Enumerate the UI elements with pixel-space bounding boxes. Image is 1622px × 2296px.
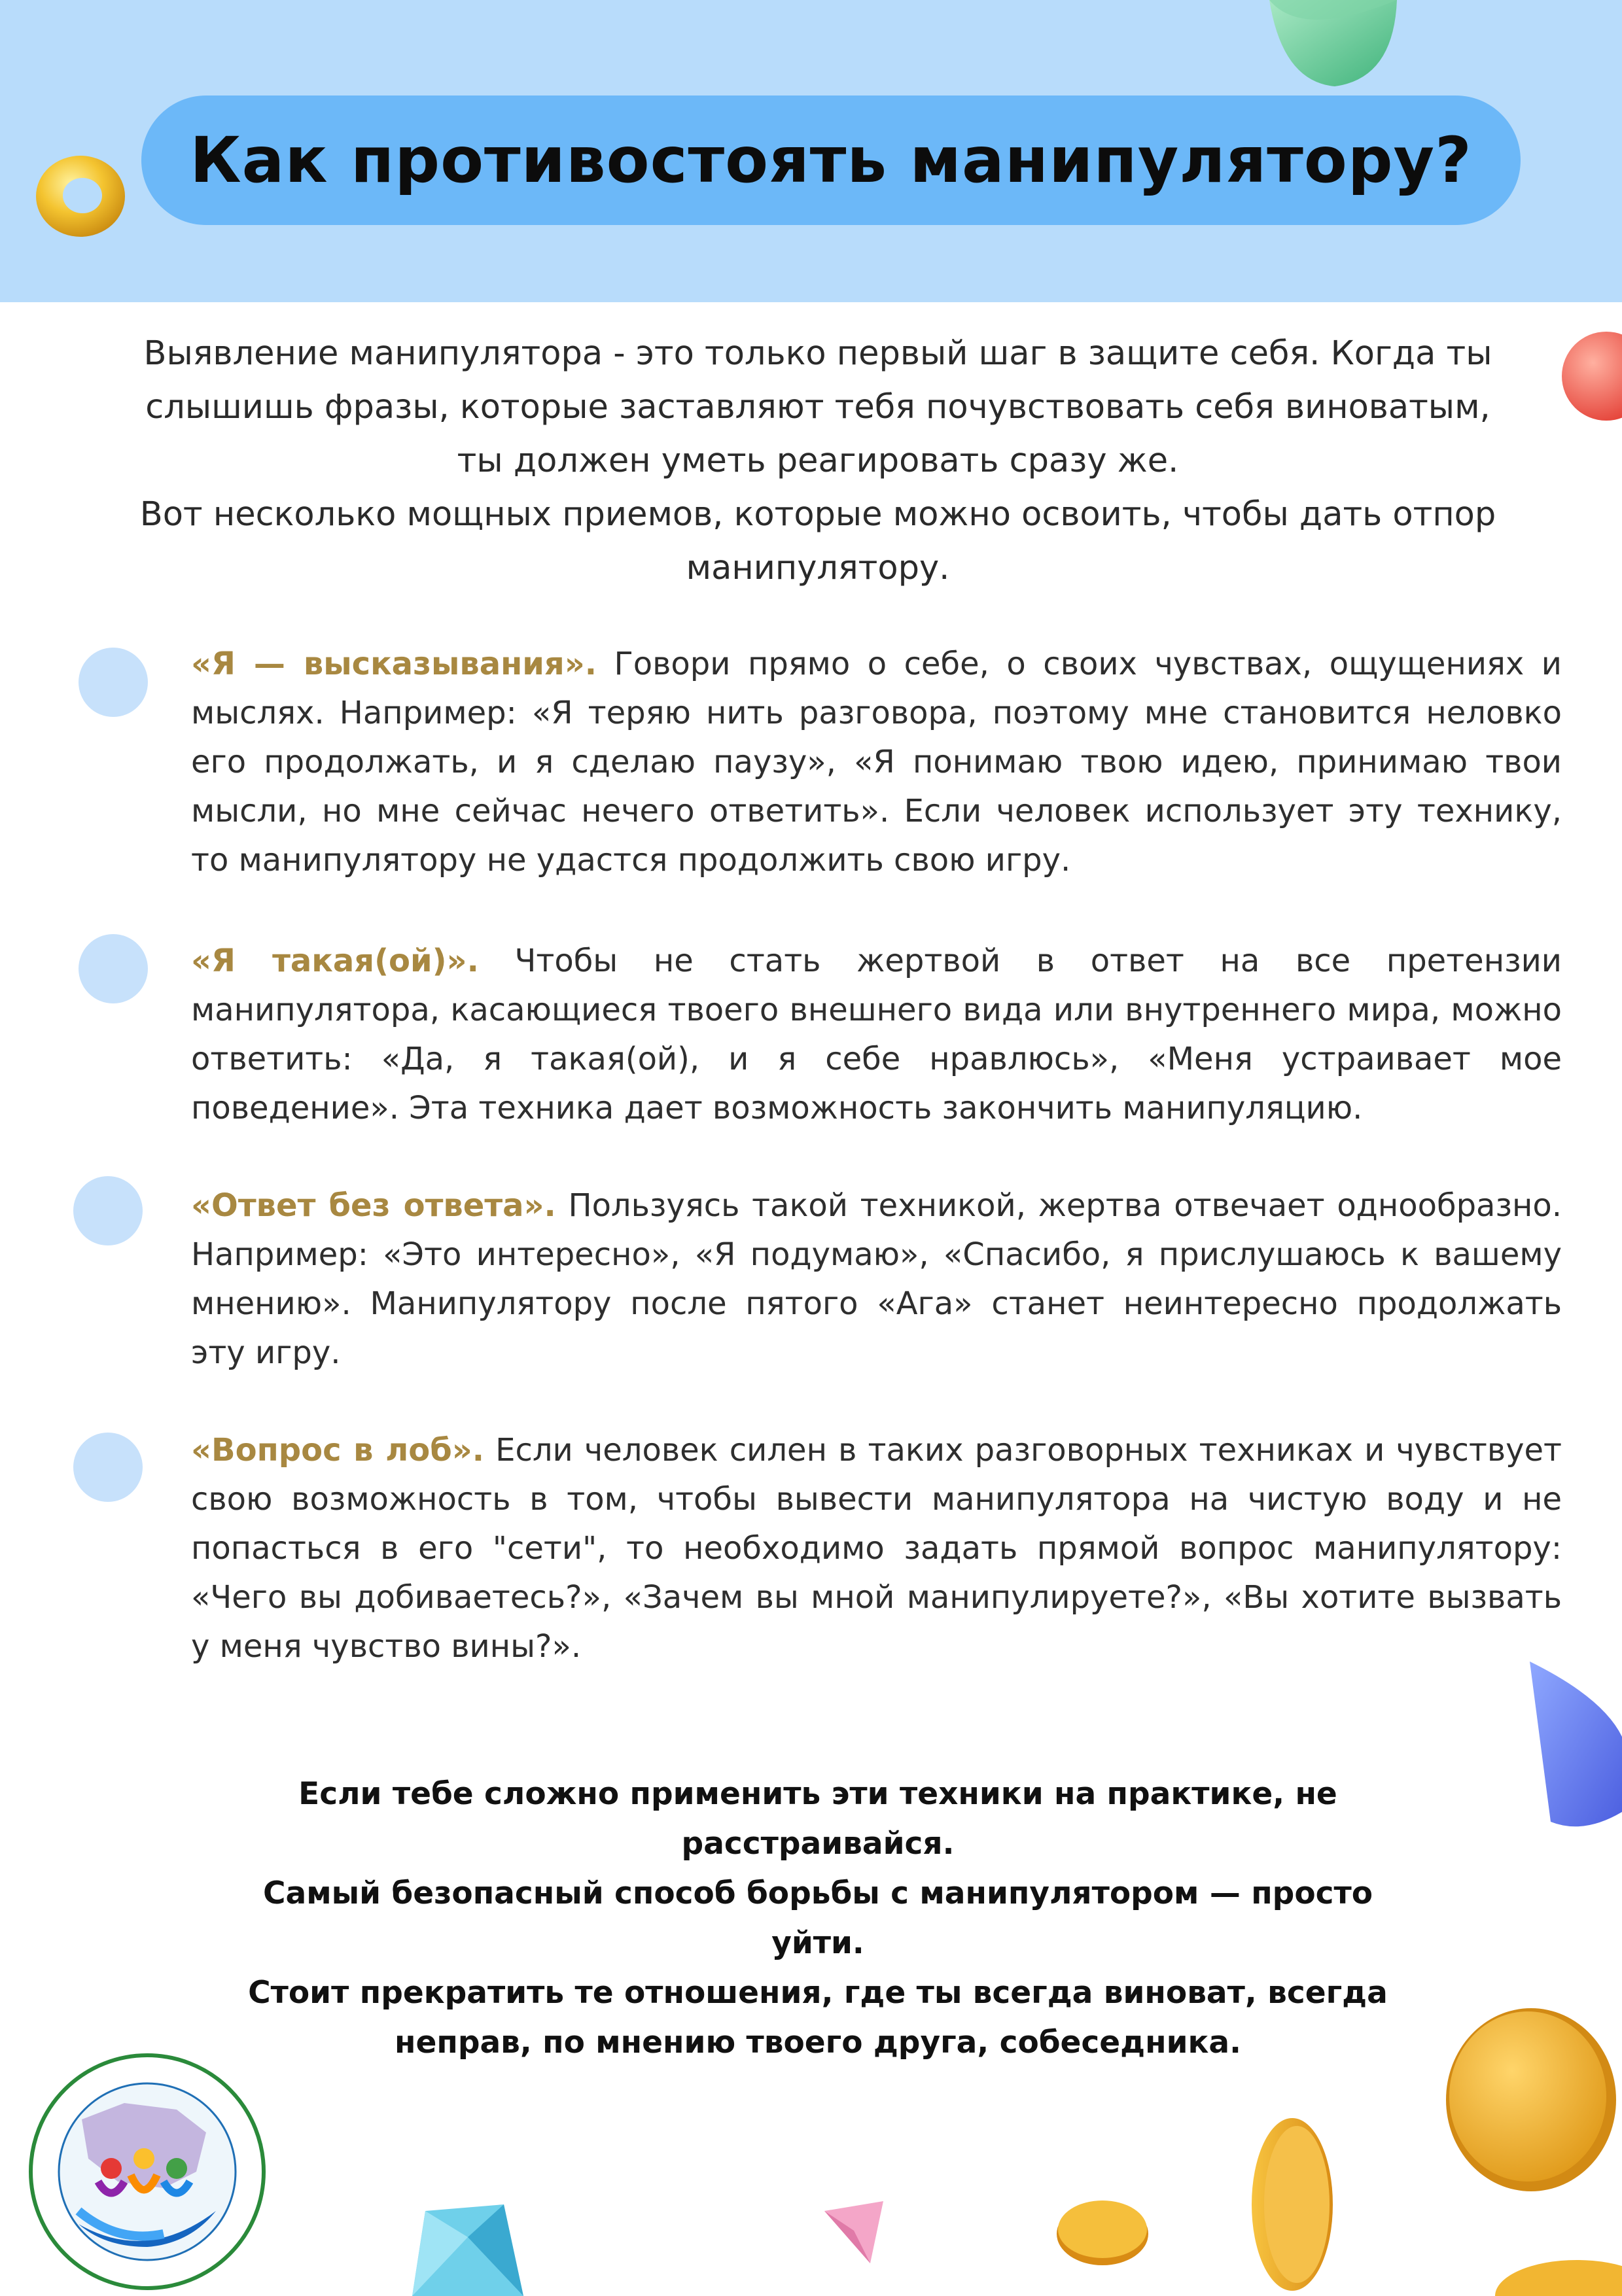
bullet-icon-4 [73,1433,143,1502]
blue-cone-decoration [1525,1658,1622,1828]
gold-coin-corner-decoration [1492,2250,1622,2296]
technique-text-1: Говори прямо о себе, о своих чувствах, ощущениях и мыслях. Например: «Я теряю нить разговора, поэтому мне становится неловко его продолжать, и я сделаю паузу», «Я понимаю твою идею, принимаю твои мысли, но мне сейчас нечего ответить». Если человек использует эту технику, то манипулятору не удастся продолжить свою игру. [191,646,1562,878]
red-sphere-decoration [1560,330,1622,422]
technique-item-2 [191,937,1562,1133]
gold-ring-decoration [31,147,130,245]
closing-line-2: Самый безопасный способ борьбы с манипулятором — просто уйти. [262,1875,1373,1961]
closing-line-1: Если тебе сложно применить эти техники на практике, не расстраивайся. [298,1776,1337,1862]
bullet-icon-3 [73,1176,143,1245]
closing-line-3: Стоит прекратить те отношения, где ты всегда виноват, всегда неправ, по мнению твоего друга, собеседника. [248,1975,1388,2061]
technique-item-4 [191,1426,1562,1671]
intro-paragraph [124,327,1511,595]
technique-item-3 [191,1181,1562,1378]
pink-shape-decoration [818,2198,890,2270]
technique-lead-1: «Я — высказывания». [191,646,597,682]
bullet-icon-1 [79,648,148,717]
gold-coin-tilted-decoration [1237,2113,1348,2296]
technique-lead-4: «Вопрос в лоб». [191,1432,484,1469]
closing-note [216,1769,1420,2068]
title-banner [141,96,1521,225]
technique-lead-3: «Ответ без ответа». [191,1187,556,1224]
bullet-icon-2 [79,934,148,1003]
intro-line-1: Выявление манипулятора - это только первый шаг в защите себя. Когда ты слышишь фразы, которые заставляют тебя почувствовать себя виноватым, ты должен уметь реагировать сразу же. [143,334,1492,480]
organization-logo [20,2047,275,2296]
technique-item-1 [191,640,1562,885]
technique-text-2: Чтобы не стать жертвой в ответ на все претензии манипулятора, касающиеся твоего внешнего вида или внутреннего мира, можно ответить: «Да, я такая(ой), и я себе нравлюсь», «Меня устраивает мое поведение». Эта техника дает возможность закончить манипуляцию. [191,943,1562,1126]
intro-line-2: Вот несколько мощных приемов, которые можно освоить, чтобы дать отпор манипулятору. [139,495,1496,587]
blue-gem-decoration [406,2198,527,2296]
technique-text-3: Пользуясь такой техникой, жертва отвечает однообразно. Например: «Это интересно», «Я подумаю», «Спасибо, я прислушаюсь к вашему мнению». Манипулятору после пятого «Ага» станет неинтересно продолжать эту игру. [191,1187,1562,1371]
technique-text-4: Если человек силен в таких разговорных техниках и чувствует свою возможность в том, чтобы вывести манипулятора на чистую воду и не попасться в его "сети", то необходимо задать прямой вопрос манипулятору: «Чего вы добиваетесь?», «Зачем вы мной манипулируете?», «Вы хотите вызвать у меня чувство вины?». [191,1432,1562,1665]
gold-coin-small-decoration [1053,2191,1152,2270]
technique-lead-2: «Я такая(ой)». [191,943,479,979]
page-title: Как противостоять манипулятору? [190,124,1472,197]
green-hemisphere-decoration [1263,0,1400,88]
gold-coin-large-decoration [1436,2002,1622,2198]
